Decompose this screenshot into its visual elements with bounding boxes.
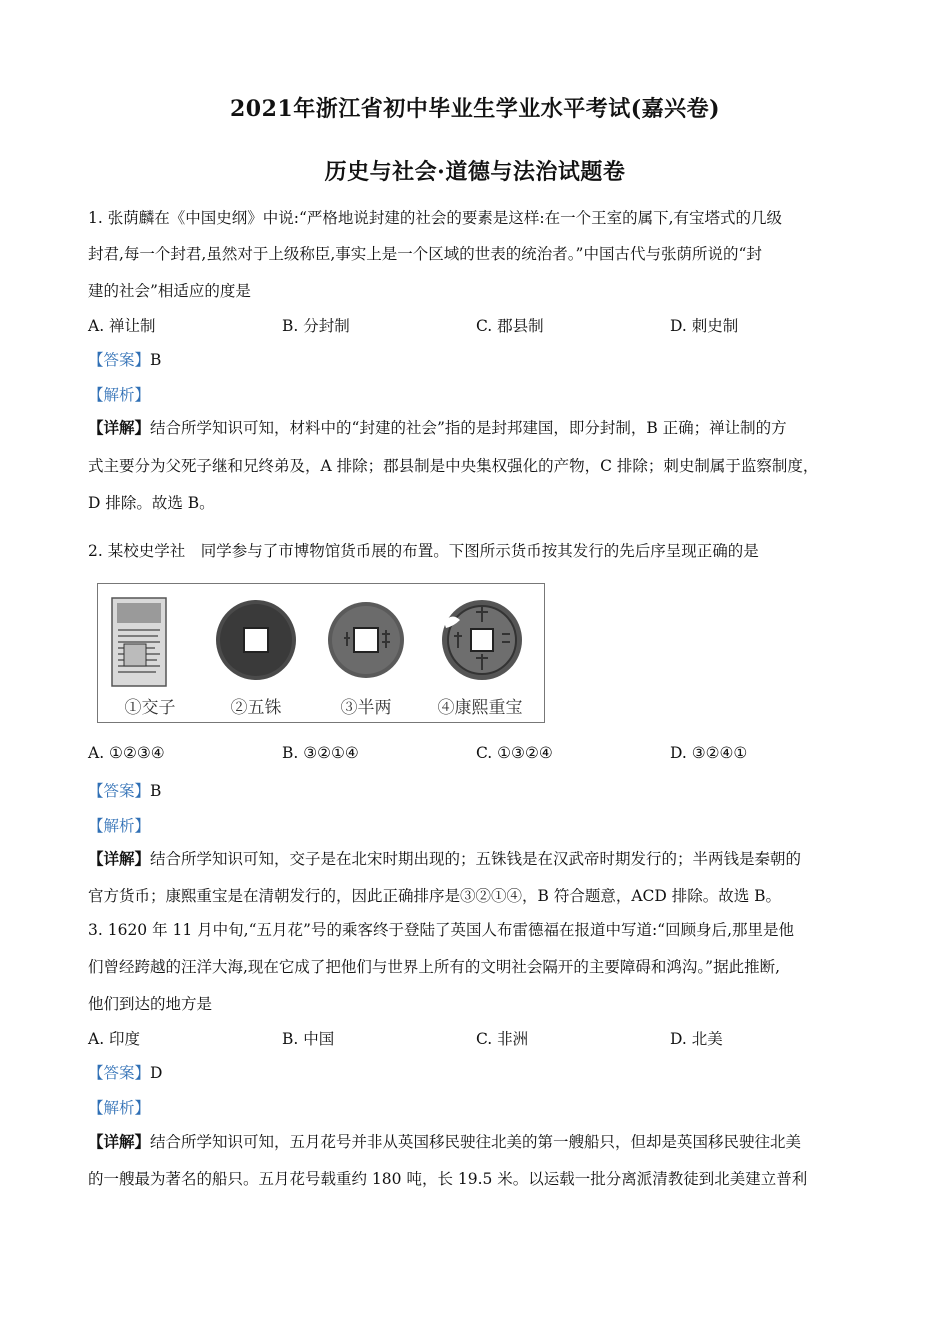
question-3-answer-row — [88, 1061, 162, 1083]
question-3-option-a: A. 印度 — [88, 1030, 141, 1048]
question-2-detail-line-2: 官方货币；康熙重宝是在清朝发行的，因此正确排序是③②①④，B 符合题意，ACD 排除。故选 B。 — [88, 887, 782, 905]
figure-label-wuzhu: ②五铢 — [230, 698, 282, 718]
figure-label-kangxi: ④康熙重宝 — [437, 698, 523, 718]
exam-subtitle: 历史与社会·道德与法治试题卷 — [324, 159, 626, 185]
question-1-analysis-tag: 【解析】 — [88, 386, 151, 404]
question-3-stem-line-1: 3. 1620 年 11 月中旬,“五月花”号的乘客终于登陆了英国人布雷德福在报道中写道:“回顾身后,那里是他 — [88, 921, 795, 939]
question-3-detail-line-2: 的一艘最为著名的船只。五月花号载重约 180 吨，长 19.5 米。以运载一批分离派清教徒到北美建立普利 — [88, 1170, 808, 1188]
question-1-detail-line-2: 式主要分为父死子继和兄终弟及，A 排除；郡县制是中央集权强化的产物，C 排除；刺史制属于监察制度， — [88, 457, 819, 475]
detail-tag: 【详解】 — [88, 849, 151, 868]
jiaozi-note-image — [100, 592, 200, 692]
answer-tag: 【答案】 — [88, 1064, 151, 1082]
figure-label-jiaozi: ①交子 — [124, 698, 176, 718]
question-3-stem-line-2: 们曾经跨越的汪洋大海,现在它成了把他们与世界上所有的文明社会隔开的主要障碍和鸿沟。”据此推断, — [88, 958, 781, 976]
question-1-stem-line-1: 1. 张荫麟在《中国史纲》中说:“严格地说封建的社会的要素是这样:在一个王室的属下,有宝塔式的几级 — [88, 209, 783, 227]
detail-tag: 【详解】 — [88, 1132, 151, 1151]
question-2-option-a: A. ①②③④ — [88, 744, 165, 762]
question-3-detail-line-1 — [88, 1130, 801, 1152]
kangxi-item — [430, 592, 530, 720]
question-2-option-d: D. ③②④① — [670, 744, 748, 762]
answer-value: D — [150, 1064, 163, 1082]
detail-text: 结合所学知识可知，五月花号并非从英国移民驶往北美的第一艘船只，但却是英国移民驶往北美 — [150, 1133, 802, 1151]
exam-title: 2021年浙江省初中毕业生学业水平考试(嘉兴卷) — [229, 96, 721, 122]
kangxi-coin-image — [430, 592, 530, 692]
question-2-option-c: C. ①③②④ — [476, 744, 553, 762]
question-3-option-b: B. 中国 — [282, 1030, 335, 1048]
question-1-detail-line-1 — [88, 416, 787, 438]
question-1-stem-line-3: 建的社会”相适应的度是 — [88, 282, 251, 300]
question-3-stem-line-3: 他们到达的地方是 — [88, 995, 213, 1013]
question-1-stem-line-2: 封君,每一个封君,虽然对于上级称臣,事实上是一个区域的世表的统治者。”中国古代与张荫所说的“封 — [88, 245, 762, 263]
question-3-option-c: C. 非洲 — [476, 1030, 529, 1048]
question-2-stem-line-1: 2. 某校史学社 同学参与了市博物馆货币展的布置。下图所示货币按其发行的先后序呈现正确的是 — [88, 542, 759, 560]
question-3-analysis-tag: 【解析】 — [88, 1099, 151, 1117]
banliang-item — [316, 592, 416, 720]
detail-text: 结合所学知识可知，材料中的“封建的社会”指的是封邦建国，即分封制，B 正确；禅让制的方 — [150, 419, 787, 437]
detail-text: 结合所学知识可知，交子是在北宋时期出现的；五铢钱是在汉武帝时期发行的；半两钱是秦朝的 — [150, 850, 802, 868]
question-1-answer-row — [88, 348, 161, 370]
answer-tag: 【答案】 — [88, 351, 151, 369]
question-1-option-a: A. 禅让制 — [88, 317, 156, 335]
question-1-option-b: B. 分封制 — [282, 317, 350, 335]
question-1-option-c: C. 郡县制 — [476, 317, 544, 335]
answer-value: B — [150, 351, 162, 369]
answer-tag: 【答案】 — [88, 782, 151, 800]
wuzhu-item — [206, 592, 306, 720]
currency-figure — [97, 583, 545, 723]
question-2-detail-line-1 — [88, 847, 801, 869]
jiaozi-item — [100, 592, 200, 720]
figure-label-banliang: ③半两 — [340, 698, 392, 718]
question-2-analysis-tag: 【解析】 — [88, 817, 151, 835]
question-2-option-b: B. ③②①④ — [282, 744, 359, 762]
question-1-detail-line-3: D 排除。故选 B。 — [88, 494, 215, 512]
question-1-option-d: D. 刺史制 — [670, 317, 739, 335]
wuzhu-coin-image — [206, 592, 306, 692]
question-3-option-d: D. 北美 — [670, 1030, 723, 1048]
banliang-coin-image — [316, 592, 416, 692]
detail-tag: 【详解】 — [88, 418, 151, 437]
question-2-answer-row — [88, 779, 161, 801]
answer-value: B — [150, 782, 162, 800]
